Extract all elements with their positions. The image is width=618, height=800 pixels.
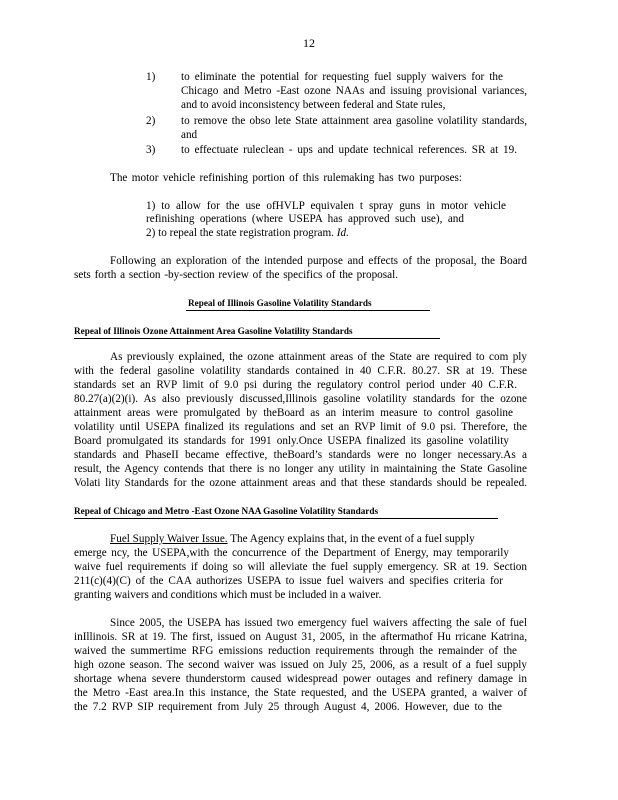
refinishing-intro: The motor vehicle refinishing portion of this rulemaking has two purposes: bbox=[110, 172, 462, 184]
heading-underline bbox=[186, 310, 430, 311]
page-number: 12 bbox=[303, 36, 315, 50]
paragraph-line: high ozone season. The second waiver was issued on July 25, 2006, as a result of a fuel supply bbox=[74, 659, 527, 671]
paragraph-line: inIllinois. SR at 19. The first, issued on August 31, 2005, in the aftermathof Hu rricane Katrina, bbox=[74, 631, 527, 643]
list2-line: refinishing operations (where USEPA has approved such use), and bbox=[146, 213, 464, 225]
section-heading: Repeal of Illinois Gasoline Volatility Standards bbox=[188, 298, 372, 308]
heading-underline bbox=[74, 518, 498, 519]
paragraph-line: Volati lity Standards for the ozone attainment areas and that these standards should be repealed. bbox=[74, 477, 527, 489]
list-item-number: 2) bbox=[146, 115, 156, 127]
list2-line: 2) to repeal the state registration program. Id. bbox=[146, 227, 349, 239]
list-item-line: and bbox=[181, 129, 198, 141]
paragraph-line: result, the Agency contends that there is no longer any utility in maintaining the State Gasoline bbox=[74, 463, 527, 475]
issue-title: Fuel Supply Waiver Issue. bbox=[110, 533, 228, 545]
list-item-number: 3) bbox=[146, 144, 156, 156]
list2-line: 1) to allow for the use ofHVLP equivalen t spray guns in motor vehicle bbox=[146, 200, 506, 212]
paragraph-line: the 7.2 RVP SIP requirement from July 25 through August 4, 2006. However, due to the bbox=[74, 701, 502, 713]
list-item-number: 1) bbox=[146, 71, 156, 83]
paragraph-line: emerge ncy, the USEPA,with the concurrence of the Department of Energy, may temporarily bbox=[74, 547, 509, 559]
list-item-line: to effectuate ruleclean - ups and update technical references. SR at 19. bbox=[181, 144, 517, 156]
paragraph-line: waived the summertime RFG emissions reduction requirements through the remainder of the bbox=[74, 645, 517, 657]
paragraph-line: Fuel Supply Waiver Issue. The Agency explains that, in the event of a fuel supply bbox=[110, 533, 475, 545]
paragraph-line: with the federal gasoline volatility standards contained in 40 C.F.R. 80.27. SR at 19. These bbox=[74, 365, 527, 377]
paragraph-line: As previously explained, the ozone attainment areas of the State are required to com ply bbox=[110, 351, 527, 363]
section-heading: Repeal of Illinois Ozone Attainment Area Gasoline Volatility Standards bbox=[74, 326, 353, 336]
list-item-line: to eliminate the potential for requesting fuel supply waivers for the bbox=[181, 71, 503, 83]
paragraph-line: waive fuel requirements if doing so will alleviate the fuel supply emergency. SR at 19. Section bbox=[74, 561, 527, 573]
paragraph-line: the Metro -East area.In this instance, the State requested, and the USEPA granted, a waiver of bbox=[74, 687, 527, 699]
paragraph-line: 211(c)(4)(C) of the CAA authorizes USEPA to issue fuel waivers and specifies criteria for bbox=[74, 575, 503, 587]
paragraph-line: 80.27(a)(2)(i). As also previously discussed,Illinois gasoline volatility standards for the ozone bbox=[74, 393, 527, 405]
list-item-line: and to avoid inconsistency between federal and State rules, bbox=[181, 99, 446, 111]
paragraph-line: Following an exploration of the intended purpose and effects of the proposal, the Board bbox=[110, 255, 527, 267]
paragraph-line: Since 2005, the USEPA has issued two emergency fuel waivers affecting the sale of fuel bbox=[110, 617, 527, 629]
paragraph-line: standards and PhaseII became effective, theBoard’s standards were no longer necessary.As a bbox=[74, 449, 527, 461]
paragraph-line: standards set an RVP limit of 9.0 psi during the regulatory control period under 40 C.F.R. bbox=[74, 379, 517, 391]
paragraph-line: volatility until USEPA finalized its regulations and set an RVP limit of 9.0 psi. Therefore, the bbox=[74, 421, 527, 433]
paragraph-line: shortage whena severe thunderstorm caused widespread power outages and refinery damage in bbox=[74, 673, 527, 685]
heading-underline bbox=[74, 338, 440, 339]
paragraph-line: sets forth a section -by-section review of the specifics of the proposal. bbox=[74, 269, 398, 281]
paragraph-line: Board promulgated its standards for 1991 only.Once USEPA finalized its gasoline volatility bbox=[74, 435, 509, 447]
list-item-line: to remove the obso lete State attainment area gasoline volatility standards, bbox=[181, 115, 527, 127]
list-item-line: Chicago and Metro -East ozone NAAs and issuing provisional variances, bbox=[181, 85, 527, 97]
section-heading: Repeal of Chicago and Metro -East Ozone NAA Gasoline Volatility Standards bbox=[74, 506, 379, 516]
paragraph-line: attainment areas were promulgated by theBoard as an interim measure to control gasoline bbox=[74, 407, 513, 419]
paragraph-line: granting waivers and conditions which must be included in a waiver. bbox=[74, 589, 382, 601]
